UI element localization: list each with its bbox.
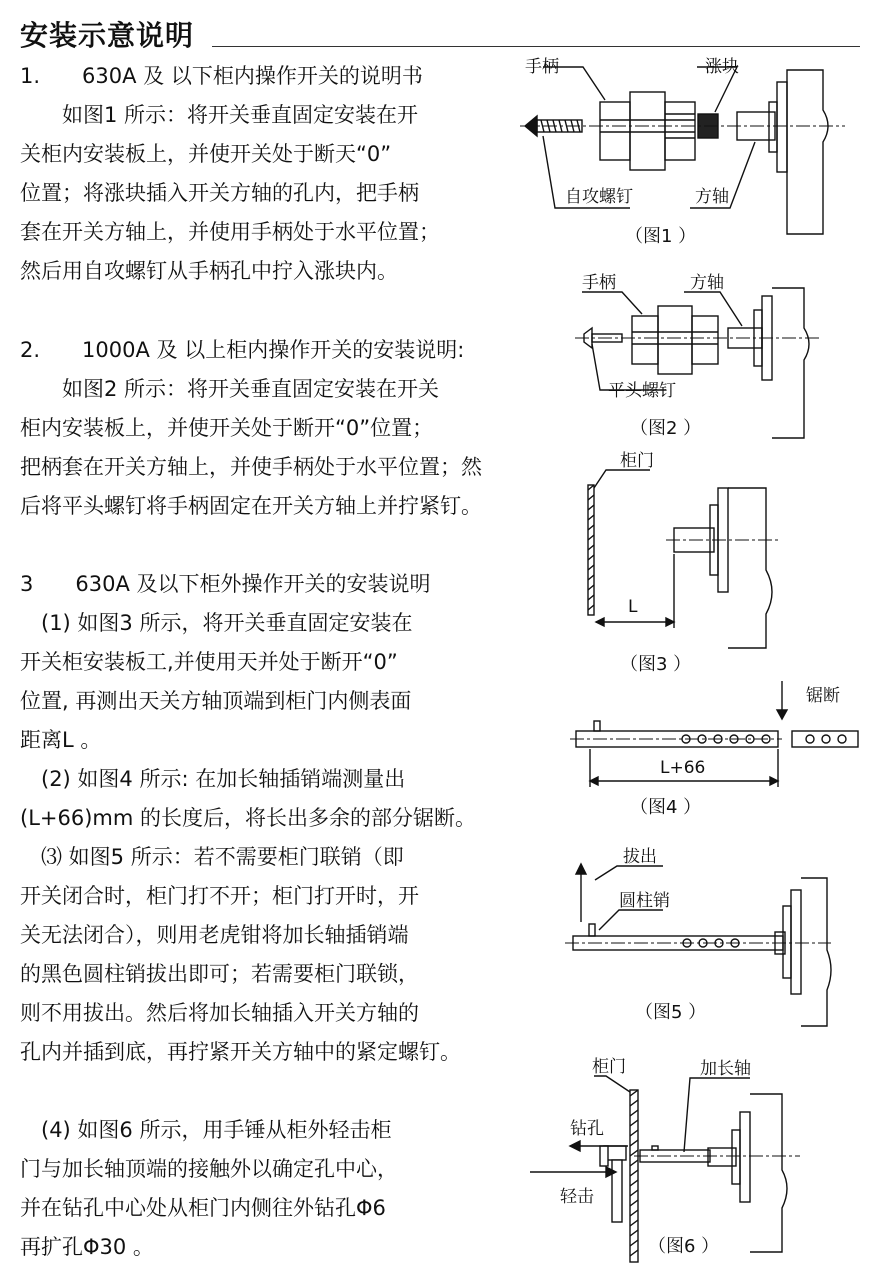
- label-distance-l: L: [628, 597, 638, 617]
- text-line: 则不用拔出。然后将加长轴插入开关方轴的: [20, 1001, 419, 1025]
- figure-4: [570, 675, 870, 825]
- text-line: 位置；将涨块插入开关方轴的孔内，把手柄: [20, 181, 419, 205]
- text-line: 柜内安装板上，并使开关处于断开“0”位置；: [20, 416, 434, 440]
- text-line: 孔内并插到底，再拧紧开关方轴中的紧定螺钉。: [20, 1040, 461, 1064]
- text-line: (L+66)mm 的长度后，将长出多余的部分锯断。: [20, 806, 476, 830]
- figure-5: [565, 847, 835, 1030]
- text-line: 的黑色圆柱销拔出即可；若需要柜门联锁，: [20, 962, 419, 986]
- label-cabinet-door: 柜门: [592, 1057, 626, 1077]
- text-line: 距离L 。: [20, 728, 102, 752]
- label-saw-off: 锯断: [806, 686, 840, 706]
- figure-6: [530, 1057, 860, 1270]
- figure-2: [570, 268, 830, 438]
- text-line: 开关闭合时，柜门打不开；柜门打开时，开: [20, 884, 419, 908]
- label-length: L+66: [660, 758, 706, 778]
- caption-fig2: （图2 ）: [630, 418, 702, 439]
- label-cabinet-door: 柜门: [620, 451, 654, 471]
- text-line: 如图2 所示：将开关垂直固定安装在开关: [20, 377, 440, 401]
- label-self-tapping-screw: 自攻螺钉: [565, 187, 633, 207]
- caption-fig6: （图6 ）: [648, 1236, 720, 1257]
- figure-1: [515, 50, 860, 255]
- caption-fig4: （图4 ）: [630, 797, 702, 818]
- label-handle: 手柄: [525, 57, 559, 77]
- label-cylinder-pin: 圆柱销: [619, 891, 670, 911]
- text-line: 然后用自攻螺钉从手柄孔中拧入涨块内。: [20, 259, 398, 283]
- caption-fig1: （图1 ）: [625, 226, 697, 247]
- text-line: 后将平头螺钉将手柄固定在开关方轴上并拧紧钉。: [20, 494, 482, 518]
- text-line: 套在开关方轴上，并使用手柄处于水平位置；: [20, 220, 440, 244]
- text-line: 2. 1000A 及 以上柜内操作开关的安装说明:: [20, 338, 465, 362]
- label-expansion-block: 涨块: [705, 57, 739, 77]
- label-pull-out: 拔出: [623, 847, 657, 867]
- text-line: 1. 630A 及 以下柜内操作开关的说明书: [20, 64, 423, 88]
- label-handle: 手柄: [582, 273, 616, 293]
- caption-fig5: （图5 ）: [635, 1002, 707, 1023]
- label-extension-shaft: 加长轴: [700, 1059, 751, 1079]
- text-line: (1) 如图3 所示，将开关垂直固定安装在: [20, 611, 413, 635]
- text-line: (2) 如图4 所示: 在加长轴插销端测量出: [20, 767, 406, 791]
- label-square-shaft: 方轴: [690, 273, 724, 293]
- text-line: 把柄套在开关方轴上，并使手柄处于水平位置；然: [20, 455, 482, 479]
- text-line: 关柜内安装板上，并使开关处于断天“0”: [20, 142, 392, 166]
- text-line: (4) 如图6 所示，用手锤从柜外轻击柜: [20, 1118, 392, 1142]
- label-drill-hole: 钻孔: [570, 1119, 604, 1139]
- title-underline: [212, 46, 860, 47]
- text-line: 3 630A 及以下柜外操作开关的安装说明: [20, 572, 431, 596]
- text-line: 再扩孔Φ30 。: [20, 1235, 154, 1259]
- text-line: 关无法闭合），则用老虎钳将加长轴插销端: [20, 923, 409, 947]
- label-square-shaft: 方轴: [695, 187, 729, 207]
- page-title: 安装示意说明: [20, 19, 195, 52]
- text-line: 并在钻孔中心处从柜门内侧往外钻孔Φ6: [20, 1196, 386, 1220]
- text-line: 门与加长轴顶端的接触外以确定孔中心，: [20, 1157, 398, 1181]
- figure-3: [570, 450, 790, 675]
- label-flat-head-screw: 平头螺钉: [608, 381, 676, 401]
- text-line: 位置, 再测出天关方轴顶端到柜门内侧表面: [20, 689, 412, 713]
- text-line: 如图1 所示：将开关垂直固定安装在开: [20, 103, 419, 127]
- text-line: ⑶ 如图5 所示：若不需要柜门联销（即: [20, 845, 404, 869]
- label-light-tap: 轻击: [560, 1187, 594, 1207]
- caption-fig3: （图3 ）: [620, 654, 692, 675]
- text-line: 开关柜安装板工,并使用天并处于断开“0”: [20, 650, 398, 674]
